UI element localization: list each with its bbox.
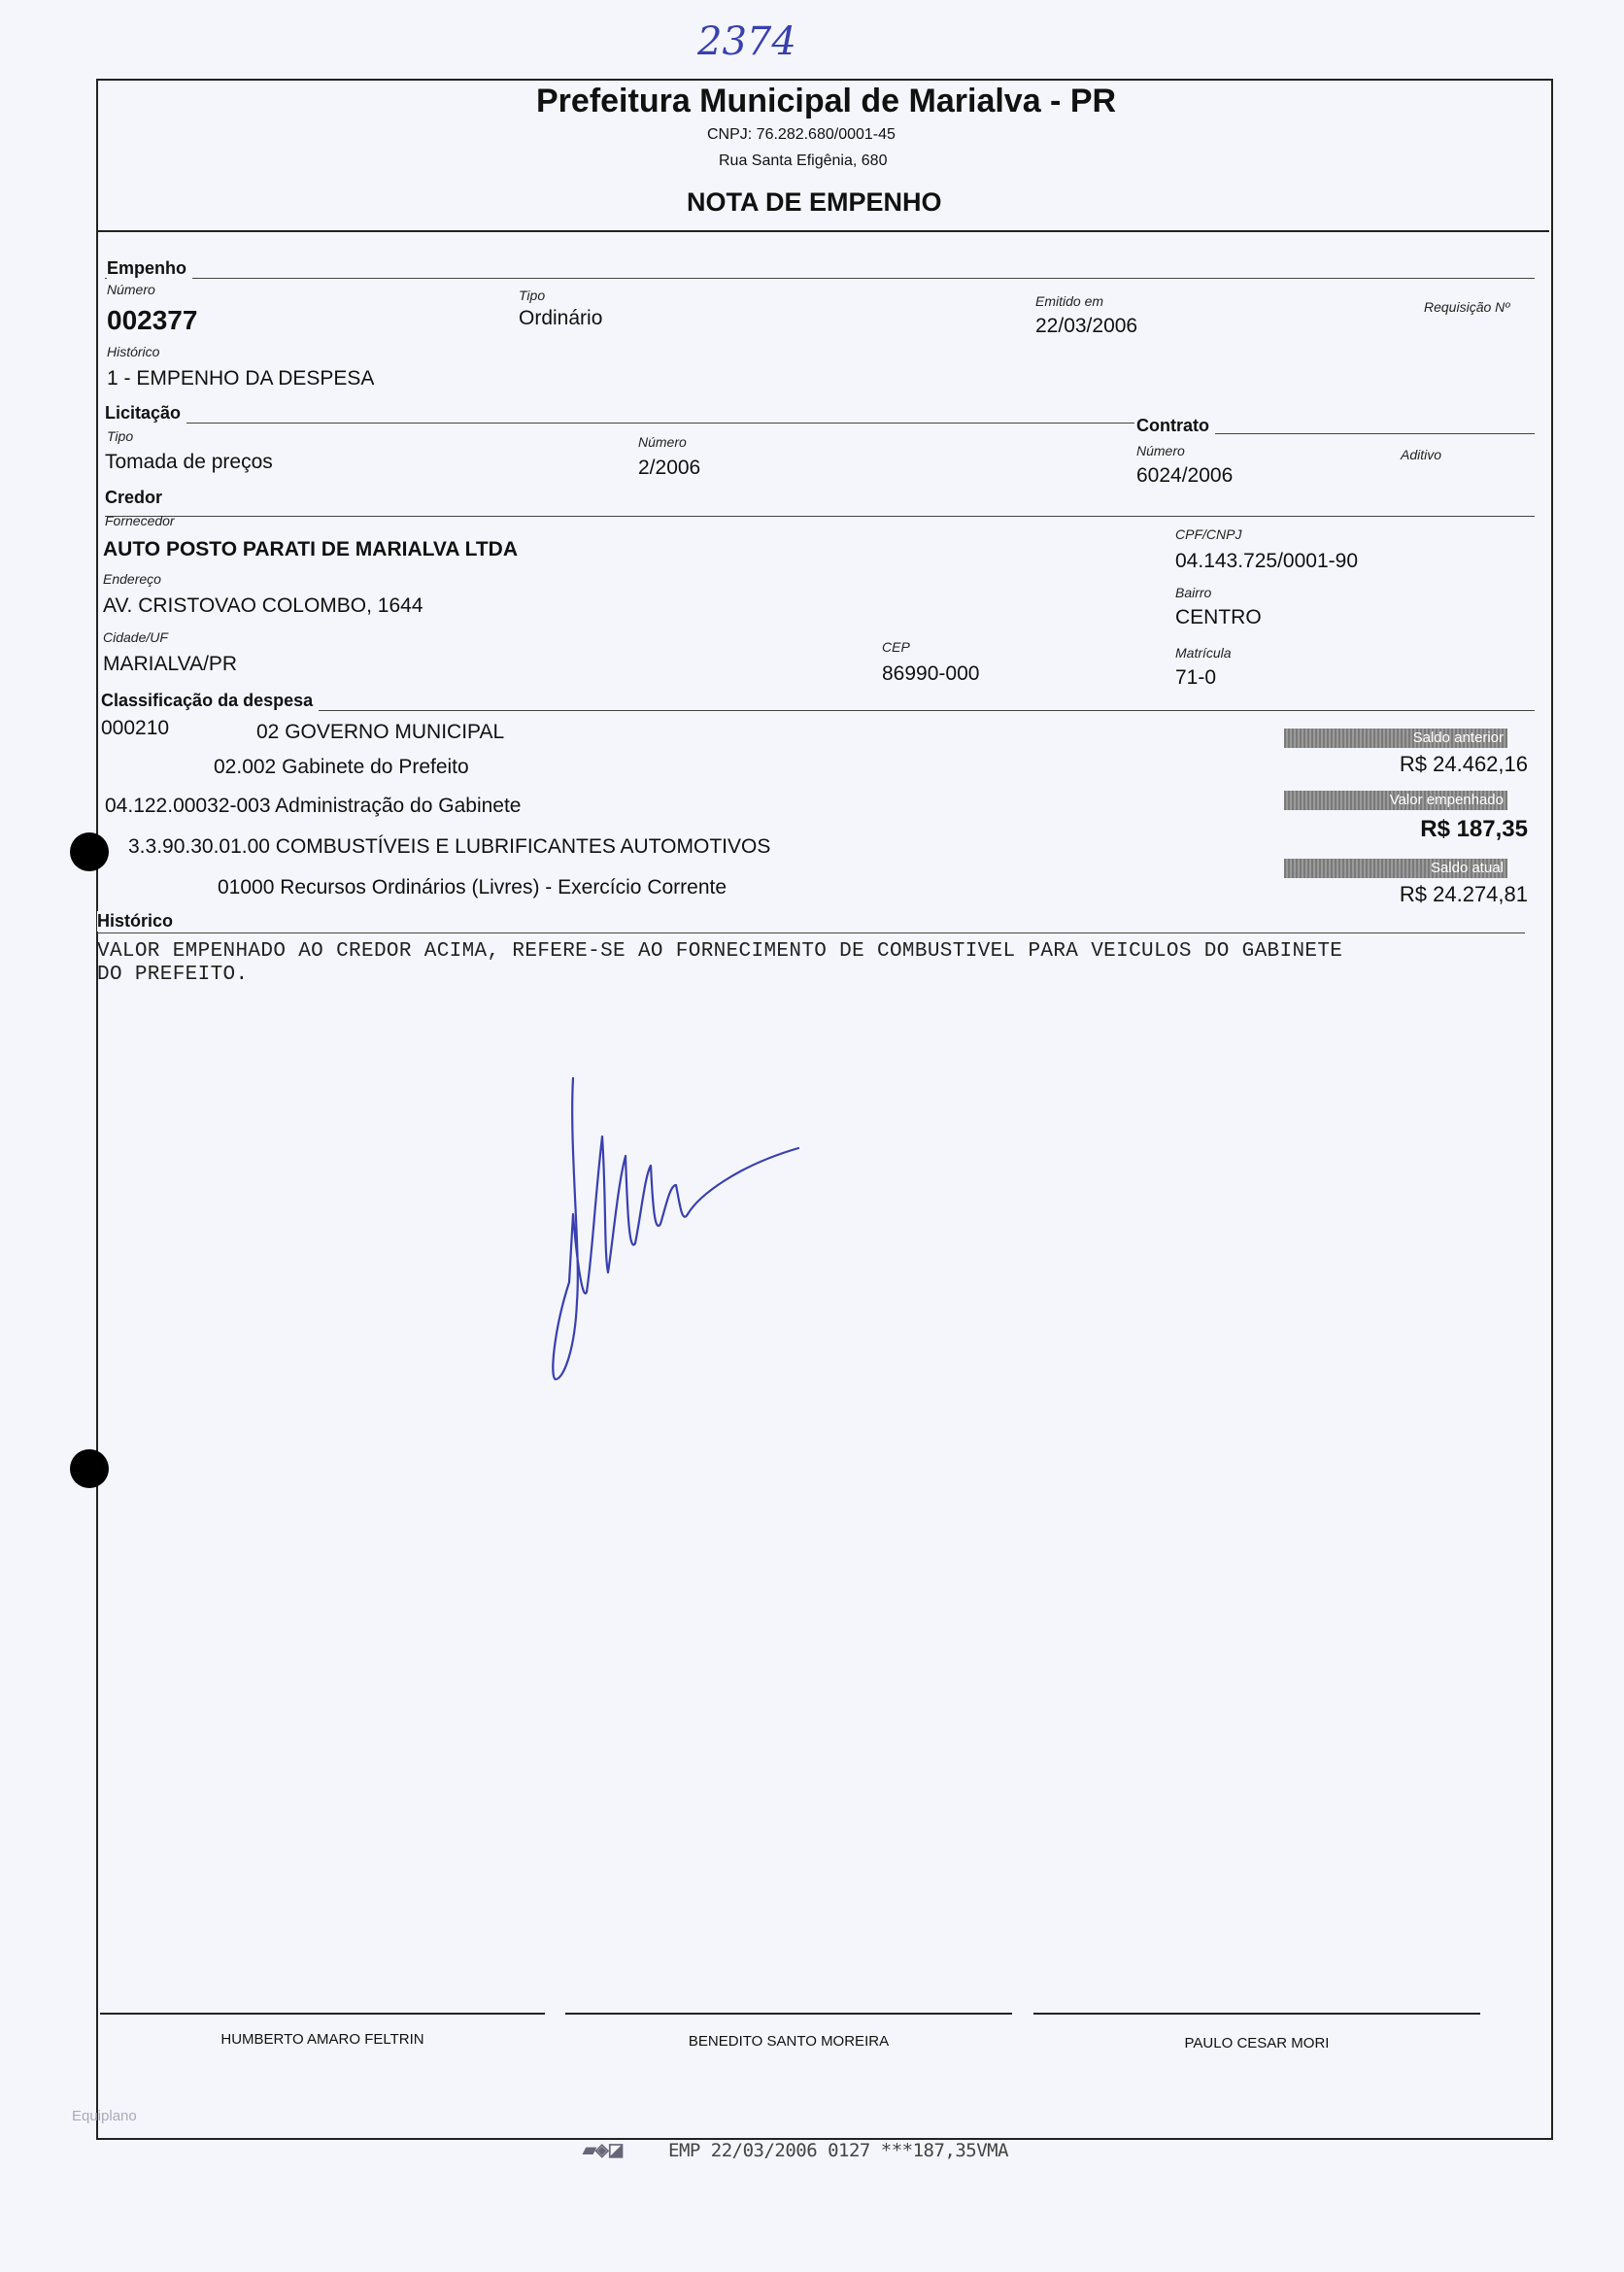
signature-name-2: BENEDITO SANTO MOREIRA: [688, 2033, 890, 2050]
licitacao-tipo-label: Tipo: [107, 428, 134, 444]
empenho-numero: 002377: [107, 305, 198, 335]
historico-section-title: Histórico: [97, 911, 179, 932]
licitacao-numero-label: Número: [638, 434, 687, 450]
empenho-tipo-label: Tipo: [519, 288, 546, 303]
header-divider: [97, 230, 1549, 232]
classificacao-section-title: Classificação da despesa: [101, 691, 319, 711]
cpf-value: 04.143.725/0001-90: [1175, 550, 1359, 572]
valor-empenhado-label: Valor empenhado: [1284, 791, 1507, 810]
contrato-numero: 6024/2006: [1136, 464, 1234, 487]
signature-name-3: PAULO CESAR MORI: [1184, 2035, 1330, 2052]
municipality-title: Prefeitura Municipal de Marialva - PR: [536, 83, 1117, 119]
punch-hole-top: [70, 832, 109, 871]
empenho-tipo: Ordinário: [519, 307, 603, 329]
cpf-label: CPF/CNPJ: [1175, 526, 1242, 542]
empenho-historico: 1 - EMPENHO DA DESPESA: [107, 367, 375, 390]
cidade-label: Cidade/UF: [103, 629, 168, 645]
signature-line-2: [565, 2013, 1012, 2015]
cep-value: 86990-000: [882, 662, 980, 685]
historico-line2: DO PREFEITO.: [97, 964, 249, 986]
empenho-numero-label: Número: [107, 282, 155, 297]
classificacao-line3: 04.122.00032-003 Administração do Gabinete: [105, 795, 522, 817]
signature-line-3: [1033, 2013, 1480, 2015]
historico-line1: VALOR EMPENHADO AO CREDOR ACIMA, REFERE-SE AO FORNECIMENTO DE COMBUSTIVEL PARA VEICULOS DO GABINETE: [97, 940, 1343, 963]
credor-rule: [105, 516, 1535, 517]
saldo-atual-label: Saldo atual: [1284, 859, 1507, 878]
punch-hole-bottom: [70, 1449, 109, 1488]
cnpj-line: CNPJ: 76.282.680/0001-45: [707, 126, 896, 143]
bairro-value: CENTRO: [1175, 606, 1262, 628]
matricula-label: Matrícula: [1175, 645, 1232, 661]
classificacao-line5: 01000 Recursos Ordinários (Livres) - Exercício Corrente: [218, 876, 727, 899]
classificacao-line2: 02.002 Gabinete do Prefeito: [214, 756, 469, 778]
document-title: NOTA DE EMPENHO: [687, 187, 942, 217]
saldo-anterior-label: Saldo anterior: [1284, 729, 1507, 748]
saldo-atual-value: R$ 24.274,81: [1399, 882, 1528, 906]
empenho-rule: [105, 278, 1535, 279]
valor-empenhado-value: R$ 187,35: [1420, 816, 1528, 842]
empenho-historico-label: Histórico: [107, 344, 160, 359]
signature-name-1: HUMBERTO AMARO FELTRIN: [220, 2031, 424, 2048]
licitacao-section-title: Licitação: [105, 403, 186, 424]
fornecedor-name: AUTO POSTO PARATI DE MARIALVA LTDA: [103, 538, 518, 560]
handwritten-page-number: 2374: [697, 19, 796, 64]
cep-label: CEP: [882, 639, 910, 655]
bairro-label: Bairro: [1175, 585, 1212, 600]
credor-section-title: Credor: [105, 488, 168, 508]
classificacao-line4: 3.3.90.30.01.00 COMBUSTÍVEIS E LUBRIFICANTES AUTOMOTIVOS: [128, 835, 771, 858]
emitido-label: Emitido em: [1035, 293, 1104, 309]
bank-stamp: EMP 22/03/2006 0127 ***187,35VMA: [668, 2140, 1009, 2161]
licitacao-rule: [105, 423, 1134, 424]
signature-line-1: [100, 2013, 545, 2015]
fornecedor-label: Fornecedor: [105, 513, 175, 528]
classificacao-line1-text: 02 GOVERNO MUNICIPAL: [256, 721, 505, 743]
contrato-aditivo-label: Aditivo: [1401, 447, 1442, 462]
endereco-label: Endereço: [103, 571, 161, 587]
empenho-section-title: Empenho: [107, 258, 192, 279]
licitacao-tipo: Tomada de preços: [105, 451, 273, 473]
saldo-anterior-value: R$ 24.462,16: [1399, 752, 1528, 776]
contrato-section-title: Contrato: [1136, 416, 1215, 436]
requisicao-label: Requisição Nº: [1424, 299, 1510, 315]
licitacao-numero: 2/2006: [638, 457, 701, 479]
classificacao-line1-code: 000210: [101, 717, 170, 739]
endereco-value: AV. CRISTOVAO COLOMBO, 1644: [103, 594, 423, 617]
matricula-value: 71-0: [1175, 666, 1217, 689]
bank-stamp-logo: ▰◈◪: [583, 2140, 624, 2159]
address-line: Rua Santa Efigênia, 680: [719, 153, 888, 169]
contrato-numero-label: Número: [1136, 443, 1185, 458]
cidade-value: MARIALVA/PR: [103, 653, 238, 675]
equiplano-brand: Equiplano: [72, 2108, 137, 2124]
emitido-date: 22/03/2006: [1035, 315, 1138, 337]
handwritten-signature: [544, 1059, 816, 1389]
